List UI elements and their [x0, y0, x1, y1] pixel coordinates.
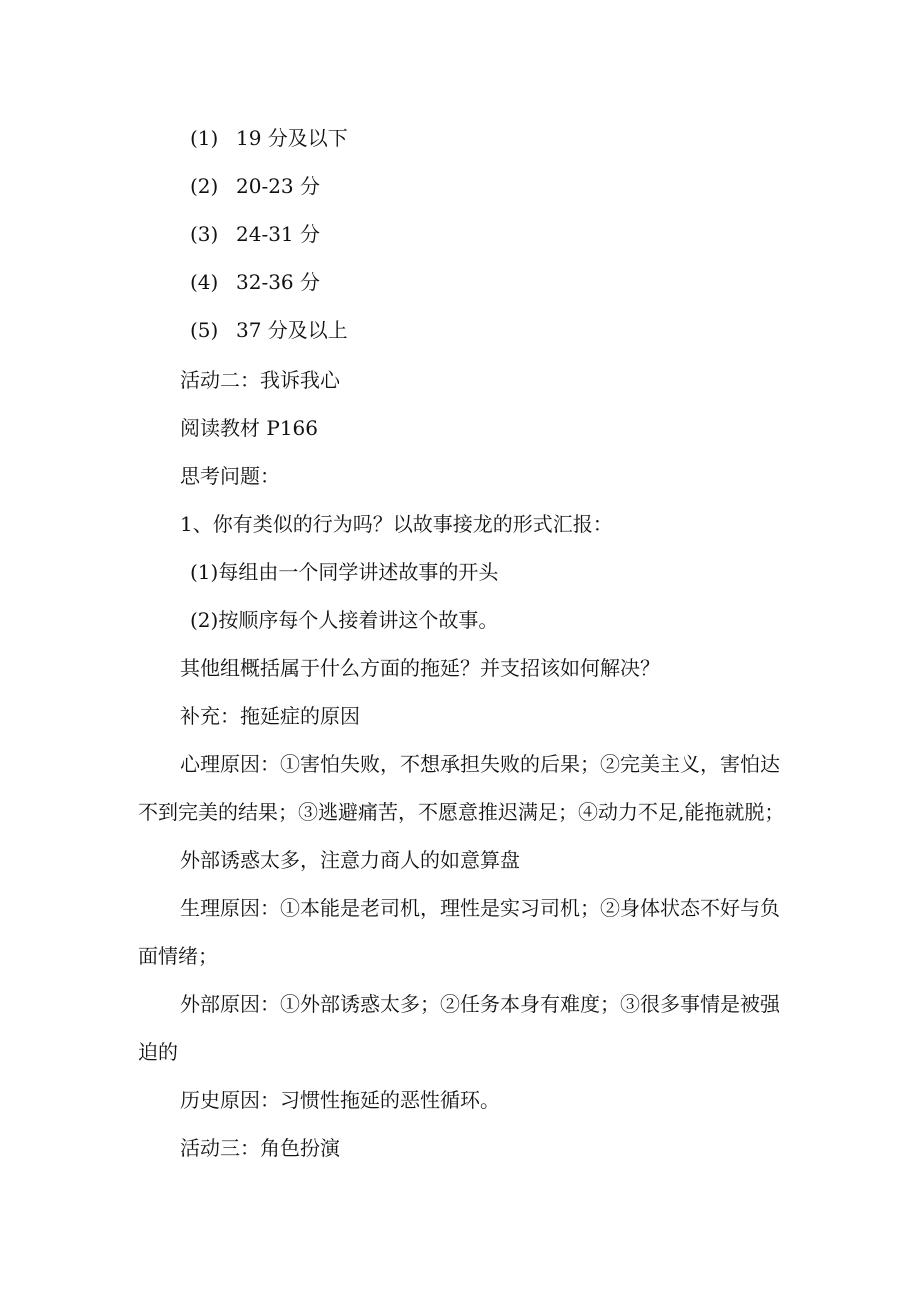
external-reason-line2: 迫的 — [138, 1040, 178, 1064]
score-item-text: 20-23 分 — [236, 174, 321, 198]
activity3-title: 活动三：角色扮演 — [180, 1136, 340, 1160]
external-temptation: 外部诱惑太多，注意力商人的如意算盘 — [180, 848, 520, 872]
step-1: (1)每组由一个同学讲述故事的开头 — [190, 560, 499, 584]
psych-reason-line1: 心理原因：①害怕失败，不想承担失败的后果；②完美主义，害怕达 — [180, 752, 780, 776]
physio-reason-line1: 生理原因：①本能是老司机，理性是实习司机；②身体状态不好与负 — [180, 896, 780, 920]
question-1: 1、你有类似的行为吗？以故事接龙的形式汇报： — [180, 512, 613, 536]
score-item-index: (2) — [190, 174, 219, 198]
score-item-text: 24-31 分 — [236, 222, 321, 246]
activity2-title: 活动二：我诉我心 — [180, 368, 340, 392]
psych-reason-line2: 不到完美的结果；③逃避痛苦，不愿意推迟满足；④动力不足,能拖就脱； — [138, 800, 785, 824]
score-item-index: (3) — [190, 222, 219, 246]
history-reason: 历史原因：习惯性拖延的恶性循环。 — [180, 1088, 500, 1112]
reading-reference: 阅读教材 P166 — [180, 416, 318, 440]
physio-reason-line2: 面情绪； — [138, 944, 218, 968]
external-reason-line1: 外部原因：①外部诱惑太多；②任务本身有难度；③很多事情是被强 — [180, 992, 780, 1016]
score-item-5 — [190, 316, 348, 344]
score-item-text: 32-36 分 — [236, 270, 321, 294]
score-item-index: (4) — [190, 270, 219, 294]
score-item-4 — [190, 268, 320, 296]
score-item-3 — [190, 220, 320, 248]
supplement-title: 补充：拖延症的原因 — [180, 704, 360, 728]
score-item-text: 19 分及以下 — [236, 126, 348, 150]
others-question: 其他组概括属于什么方面的拖延？并支招该如何解决？ — [180, 656, 660, 680]
score-item-index: (1) — [190, 126, 219, 150]
step-2: (2)按顺序每个人接着讲这个故事。 — [190, 608, 499, 632]
score-item-index: (5) — [190, 318, 219, 342]
score-item-2 — [190, 172, 320, 200]
thinking-heading: 思考问题： — [180, 464, 280, 488]
score-item-text: 37 分及以上 — [236, 318, 348, 342]
score-item-1 — [190, 124, 348, 152]
